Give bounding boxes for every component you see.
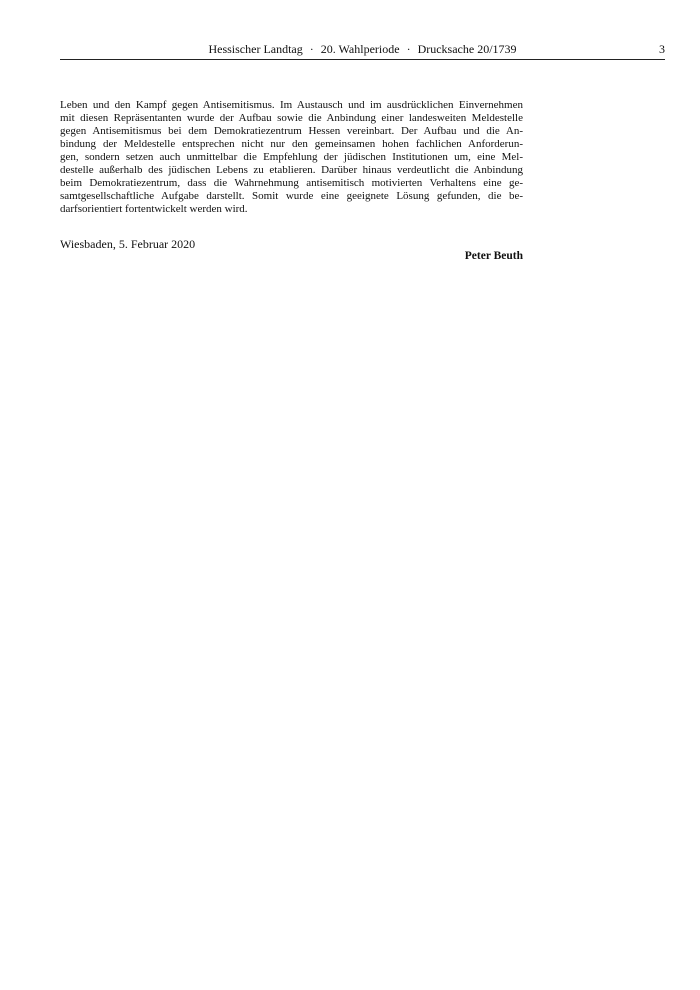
text-line: samtgesellschaftliche Aufgabe darstellt. Somit wurde eine geeignete Lösung gefunden, die be- <box>60 190 523 202</box>
text-line: gegen Antisemitismus bei dem Demokratiezentrum Hessen vereinbart. Der Aufbau und die An- <box>60 125 523 137</box>
text-line: darfsorientiert fortentwickelt werden wird. <box>60 203 248 215</box>
text-line: destelle außerhalb des jüdischen Lebens zu etablieren. Darüber hinaus verdeutlicht die Anbindung <box>60 164 523 176</box>
signatory-name: Peter Beuth <box>464 250 523 262</box>
page-header <box>60 41 665 60</box>
header-parliament: Hessischer Landtag <box>208 42 303 56</box>
page-number: 3 <box>659 42 665 56</box>
header-separator: · <box>309 42 314 56</box>
header-period: 20. Wahlperiode <box>320 42 400 56</box>
header-separator: · <box>406 42 411 56</box>
place-and-date: Wiesbaden, 5. Februar 2020 <box>60 237 196 251</box>
body-paragraph <box>60 99 523 216</box>
text-line: gen, sondern setzen auch unmittelbar die Empfehlung der jüdischen Institutionen um, eine Mel- <box>60 151 523 163</box>
text-line: bindung der Meldestelle entsprechen nicht nur den gemeinsamen hohen fachlichen Anforderun- <box>60 138 523 150</box>
header-info <box>60 42 665 57</box>
text-line: Leben und den Kampf gegen Antisemitismus. Im Austausch und im ausdrücklichen Einvernehmen <box>60 99 523 111</box>
text-line: mit diesen Repräsentanten wurde der Aufbau sowie die Anbindung einer landesweiten Meldestelle <box>60 112 523 124</box>
text-line: beim Demokratiezentrum, dass die Wahrnehmung antisemitisch motivierten Verhaltens eine ge- <box>60 177 523 189</box>
header-document: Drucksache 20/1739 <box>417 42 517 56</box>
